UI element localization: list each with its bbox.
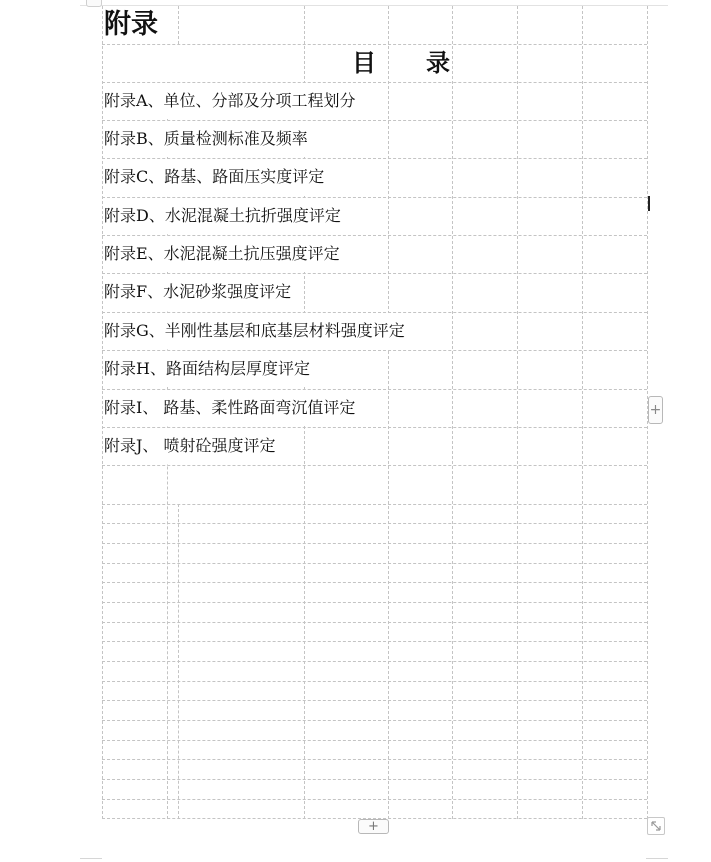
table-move-handle-icon[interactable] — [86, 0, 102, 7]
toc-title-char-2: 录 — [426, 48, 450, 77]
toc-entry-i[interactable]: 附录I、 路基、柔性路面弯沉值评定 — [104, 390, 357, 426]
table-grid-line — [102, 504, 647, 505]
table-grid-line — [102, 563, 647, 564]
text-cursor-icon — [648, 196, 650, 211]
toc-entry-e[interactable]: 附录E、水泥混凝土抗压强度评定 — [104, 236, 342, 272]
table-grid-line — [102, 602, 647, 603]
table-grid-line — [517, 6, 518, 819]
table-grid-line — [102, 6, 103, 819]
toc-entry-h[interactable]: 附录H、路面结构层厚度评定 — [104, 351, 312, 387]
page-top-edge — [80, 5, 668, 6]
appendix-heading[interactable]: 附录 — [104, 6, 162, 44]
page-bottom-edge — [80, 858, 102, 859]
table-grid-line — [388, 6, 389, 819]
table-grid-line — [102, 681, 647, 682]
toc-title-char-1: 目 — [352, 48, 376, 77]
toc-entry-g[interactable]: 附录G、半刚性基层和底基层材料强度评定 — [104, 313, 407, 349]
table-grid-line — [102, 622, 647, 623]
toc-entry-b[interactable]: 附录B、质量检测标准及频率 — [104, 121, 310, 157]
table-grid-line — [102, 543, 647, 544]
page-bottom-edge — [646, 858, 668, 859]
toc-entry-a[interactable]: 附录A、单位、分部及分项工程划分 — [104, 83, 358, 119]
add-row-button[interactable]: + — [358, 819, 389, 834]
table-grid-line — [102, 582, 647, 583]
table-grid-line — [582, 6, 583, 819]
add-column-button[interactable]: + — [648, 396, 663, 424]
resize-corner-icon[interactable] — [647, 817, 665, 835]
toc-entry-f[interactable]: 附录F、水泥砂浆强度评定 — [104, 274, 293, 310]
table-grid-line — [102, 641, 647, 642]
table-grid-line — [102, 661, 647, 662]
table-grid-line — [102, 799, 647, 800]
toc-title[interactable] — [102, 44, 700, 82]
table-grid-line — [102, 779, 647, 780]
table-grid-line — [452, 6, 453, 819]
toc-entry-j[interactable]: 附录J、 喷射砼强度评定 — [104, 428, 278, 464]
table-grid-line — [102, 720, 647, 721]
table-grid-line — [102, 465, 647, 466]
table-grid-line — [102, 523, 647, 524]
table-grid-line — [102, 700, 647, 701]
toc-entry-d[interactable]: 附录D、水泥混凝土抗折强度评定 — [104, 198, 343, 234]
table-grid-line — [178, 6, 179, 44]
toc-entry-c[interactable]: 附录C、路基、路面压实度评定 — [104, 159, 326, 195]
table-grid-line — [102, 740, 647, 741]
table-grid-line — [102, 759, 647, 760]
